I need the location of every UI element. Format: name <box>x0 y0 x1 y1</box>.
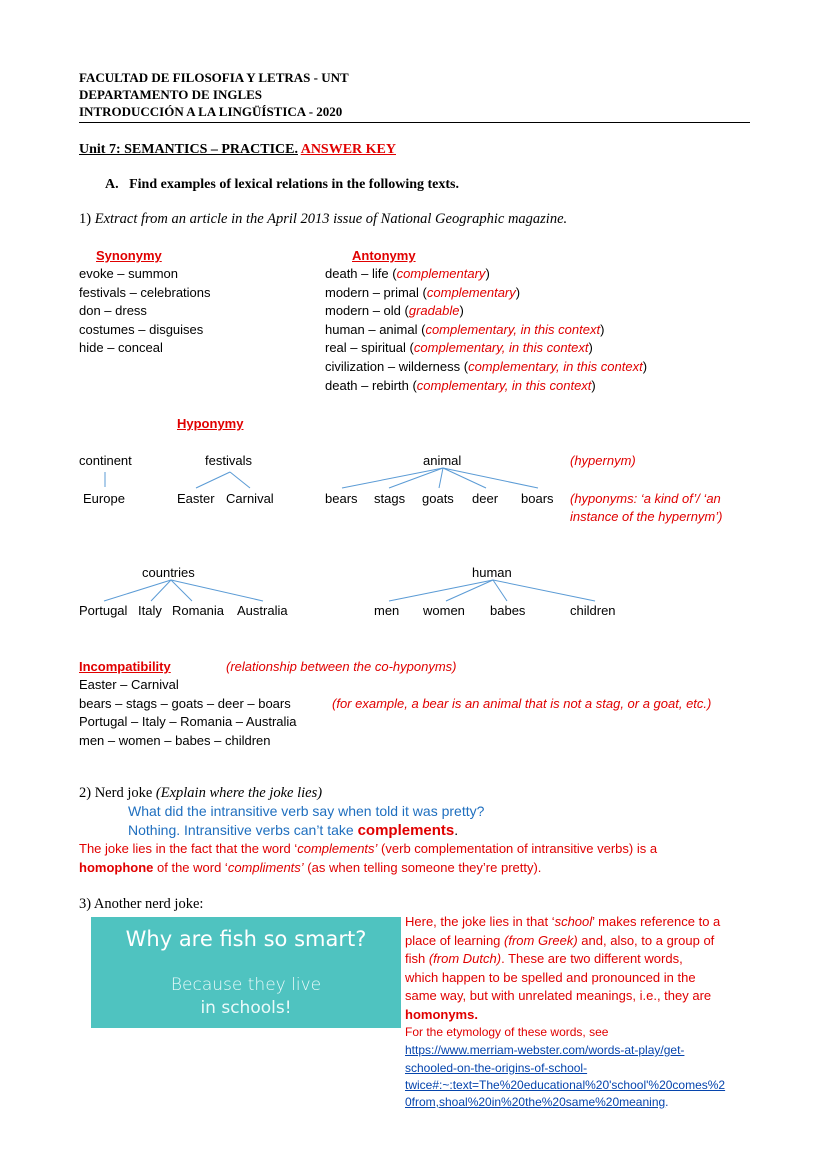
joke-image-line-2: in schools! <box>200 998 292 1018</box>
q3-explanation-1: Here, the joke lies in that ‘school’ makes reference to a <box>405 914 721 929</box>
antonym-item: human – animal (complementary, in this context) <box>325 322 605 337</box>
hyponym-men: men <box>374 603 400 618</box>
synonym-item: costumes – disguises <box>79 322 204 337</box>
antonymy-heading: Antonymy <box>352 248 416 263</box>
incompatibility-item: bears – stags – goats – deer – boars <box>79 696 291 711</box>
synonym-item: festivals – celebrations <box>79 285 211 300</box>
joke-image <box>91 917 401 1028</box>
hyponym-bears: bears <box>325 491 358 506</box>
synonym-item: don – dress <box>79 303 147 318</box>
etymology-link[interactable]: schooled-on-the-origins-of-school- <box>405 1061 588 1075</box>
q1-number: 1) <box>79 211 92 227</box>
incompatibility-note: (relationship between the co-hyponyms) <box>226 659 457 674</box>
hyponym-carnival: Carnival <box>226 491 274 506</box>
answer-key-label: ANSWER KEY <box>300 142 396 157</box>
antonym-item: death – life (complementary) <box>325 266 490 281</box>
hyponym-goats: goats <box>422 491 454 506</box>
q3-explanation-2: place of learning (from Greek) and, also, to a group of <box>405 933 715 948</box>
hyponym-women: women <box>423 603 465 618</box>
synonym-item: hide – conceal <box>79 340 163 355</box>
antonym-item: real – spiritual (complementary, in this context) <box>325 340 593 355</box>
antonym-item: civilization – wilderness (complementary, in this context) <box>325 359 648 374</box>
homonyms-label: homonyms. <box>405 1007 478 1022</box>
q2-number: 2) Nerd joke <box>79 785 153 801</box>
synonymy-heading: Synonymy <box>96 248 162 263</box>
unit-title-line <box>79 142 396 158</box>
hypernym-note: (hypernym) <box>570 453 636 468</box>
q3-explanation-4: which happen to be spelled and pronounced in the <box>405 970 696 985</box>
joke-image-title: Why are fish so smart? <box>125 927 367 951</box>
joke-image-line-1: Because they live <box>170 975 322 995</box>
incompatibility-item: Easter – Carnival <box>79 677 179 692</box>
hyponyms-note-1: (hyponyms: ‘a kind of’/ ‘an <box>570 491 721 506</box>
section-a-heading: A. Find examples of lexical relations in the following texts. <box>105 177 459 192</box>
etymology-note: For the etymology of these words, see <box>405 1025 609 1039</box>
hypernym-animal: animal <box>423 453 462 468</box>
hyponym-easter: Easter <box>177 491 215 506</box>
hyponyms-note-2: instance of the hypernym’) <box>570 509 723 524</box>
hypernym-countries: countries <box>142 565 195 580</box>
etymology-link[interactable]: 0from,shoal%20in%20the%20same%20meaning <box>405 1095 666 1109</box>
hypernym-continent: continent <box>79 453 132 468</box>
hyponym-babes: babes <box>490 603 526 618</box>
q2-explanation-2: homophone of the word ‘compliments’ (as when telling someone they’re pretty). <box>79 860 542 875</box>
hyponym-romania: Romania <box>172 603 225 618</box>
etymology-link[interactable]: twice#:~:text=The%20educational%20'school'%20comes%2 <box>405 1078 726 1092</box>
etymology-link[interactable]: https://www.merriam-webster.com/words-at-play/get- <box>405 1043 685 1057</box>
hypernym-human: human <box>472 565 512 580</box>
q1-text: Extract from an article in the April 2013 issue of National Geographic magazine. <box>94 211 568 227</box>
etymology-link-last-line: 0from,shoal%20in%20the%20same%20meaning. <box>405 1095 669 1109</box>
joke-answer: Nothing. Intransitive verbs can’t take complements. <box>128 822 459 839</box>
antonym-item: modern – primal (complementary) <box>325 285 521 300</box>
hyponym-europe: Europe <box>83 491 125 506</box>
header-line-3: INTRODUCCIÓN A LA LINGÜÍSTICA - 2020 <box>79 104 343 119</box>
joke-question: What did the intransitive verb say when told it was pretty? <box>128 803 485 819</box>
q2-explanation-1: The joke lies in the fact that the word ‘complements’ (verb complementation of intransitive verbs) is a <box>79 841 658 856</box>
hyponym-boars: boars <box>521 491 554 506</box>
q2-instruction: (Explain where the joke lies) <box>155 785 323 801</box>
hyponym-children: children <box>570 603 616 618</box>
q3-explanation-5: same way, but with unrelated meanings, i.e., they are <box>405 988 712 1003</box>
hyponym-deer: deer <box>472 491 499 506</box>
hyponym-stags: stags <box>374 491 406 506</box>
q1-line <box>79 211 567 228</box>
incompatibility-item: men – women – babes – children <box>79 733 271 748</box>
unit-title: Unit 7: SEMANTICS – PRACTICE. <box>79 142 298 157</box>
hyponymy-heading: Hyponymy <box>177 416 244 431</box>
incompatibility-example: (for example, a bear is an animal that is not a stag, or a goat, etc.) <box>332 696 712 711</box>
header-divider <box>79 122 750 123</box>
hypernym-festivals: festivals <box>205 453 252 468</box>
incompatibility-heading: Incompatibility <box>79 659 171 674</box>
q3-label: 3) Another nerd joke: <box>79 896 204 912</box>
hyponym-portugal: Portugal <box>79 603 128 618</box>
antonym-item: death – rebirth (complementary, in this context) <box>325 378 596 393</box>
synonym-item: evoke – summon <box>79 266 178 281</box>
q3-explanation-3: fish (from Dutch). These are two different words, <box>405 951 683 966</box>
header-line-1: FACULTAD DE FILOSOFIA Y LETRAS - UNT <box>79 70 349 85</box>
header-line-2: DEPARTAMENTO DE INGLES <box>79 87 263 102</box>
antonym-item: modern – old (gradable) <box>325 303 464 318</box>
q2-line <box>79 785 322 802</box>
hyponym-italy: Italy <box>138 603 162 618</box>
hyponym-australia: Australia <box>237 603 288 618</box>
complements-word: complements <box>357 822 455 839</box>
incompatibility-item: Portugal – Italy – Romania – Australia <box>79 714 297 729</box>
